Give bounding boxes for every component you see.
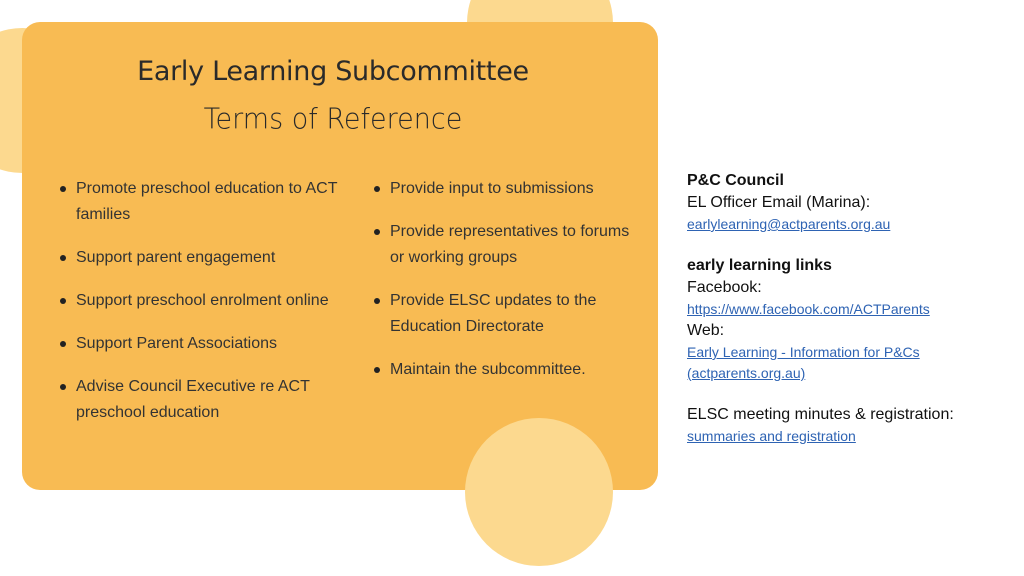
contact-panel xyxy=(687,170,1007,447)
web-label: Web: xyxy=(687,322,725,339)
list-item: Provide ELSC updates to the Education Directorate xyxy=(372,288,642,340)
facebook-link[interactable]: https://www.facebook.com/ACTParents xyxy=(687,301,930,317)
list-item: Support preschool enrolment online xyxy=(58,288,348,314)
right-list xyxy=(372,176,642,400)
list-item: Advise Council Executive re ACT preschool education xyxy=(58,374,348,426)
email-link[interactable]: earlylearning@actparents.org.au xyxy=(687,216,891,232)
list-item: Support Parent Associations xyxy=(58,331,348,357)
minutes-link[interactable]: summaries and registration xyxy=(687,428,856,444)
card-subtitle: Terms of Reference xyxy=(203,103,463,136)
list-item: Support parent engagement xyxy=(58,245,348,271)
links-heading: early learning links xyxy=(687,257,832,274)
minutes-label: ELSC meeting minutes & registration: xyxy=(687,406,954,423)
list-item: Provide representatives to forums or working groups xyxy=(372,219,642,271)
el-officer-label: EL Officer Email (Marina): xyxy=(687,194,871,211)
list-item: Maintain the subcommittee. xyxy=(372,357,642,383)
decorative-circle-bottom xyxy=(465,418,613,566)
council-heading: P&C Council xyxy=(687,172,784,189)
facebook-label: Facebook: xyxy=(687,279,762,296)
card-title: Early Learning Subcommittee xyxy=(137,56,529,87)
web-link-line1[interactable]: Early Learning - Information for P&Cs xyxy=(687,344,920,360)
left-list xyxy=(58,176,348,443)
list-item: Promote preschool education to ACT families xyxy=(58,176,348,228)
web-link-line2[interactable]: (actparents.org.au) xyxy=(687,365,806,381)
list-item: Provide input to submissions xyxy=(372,176,642,202)
